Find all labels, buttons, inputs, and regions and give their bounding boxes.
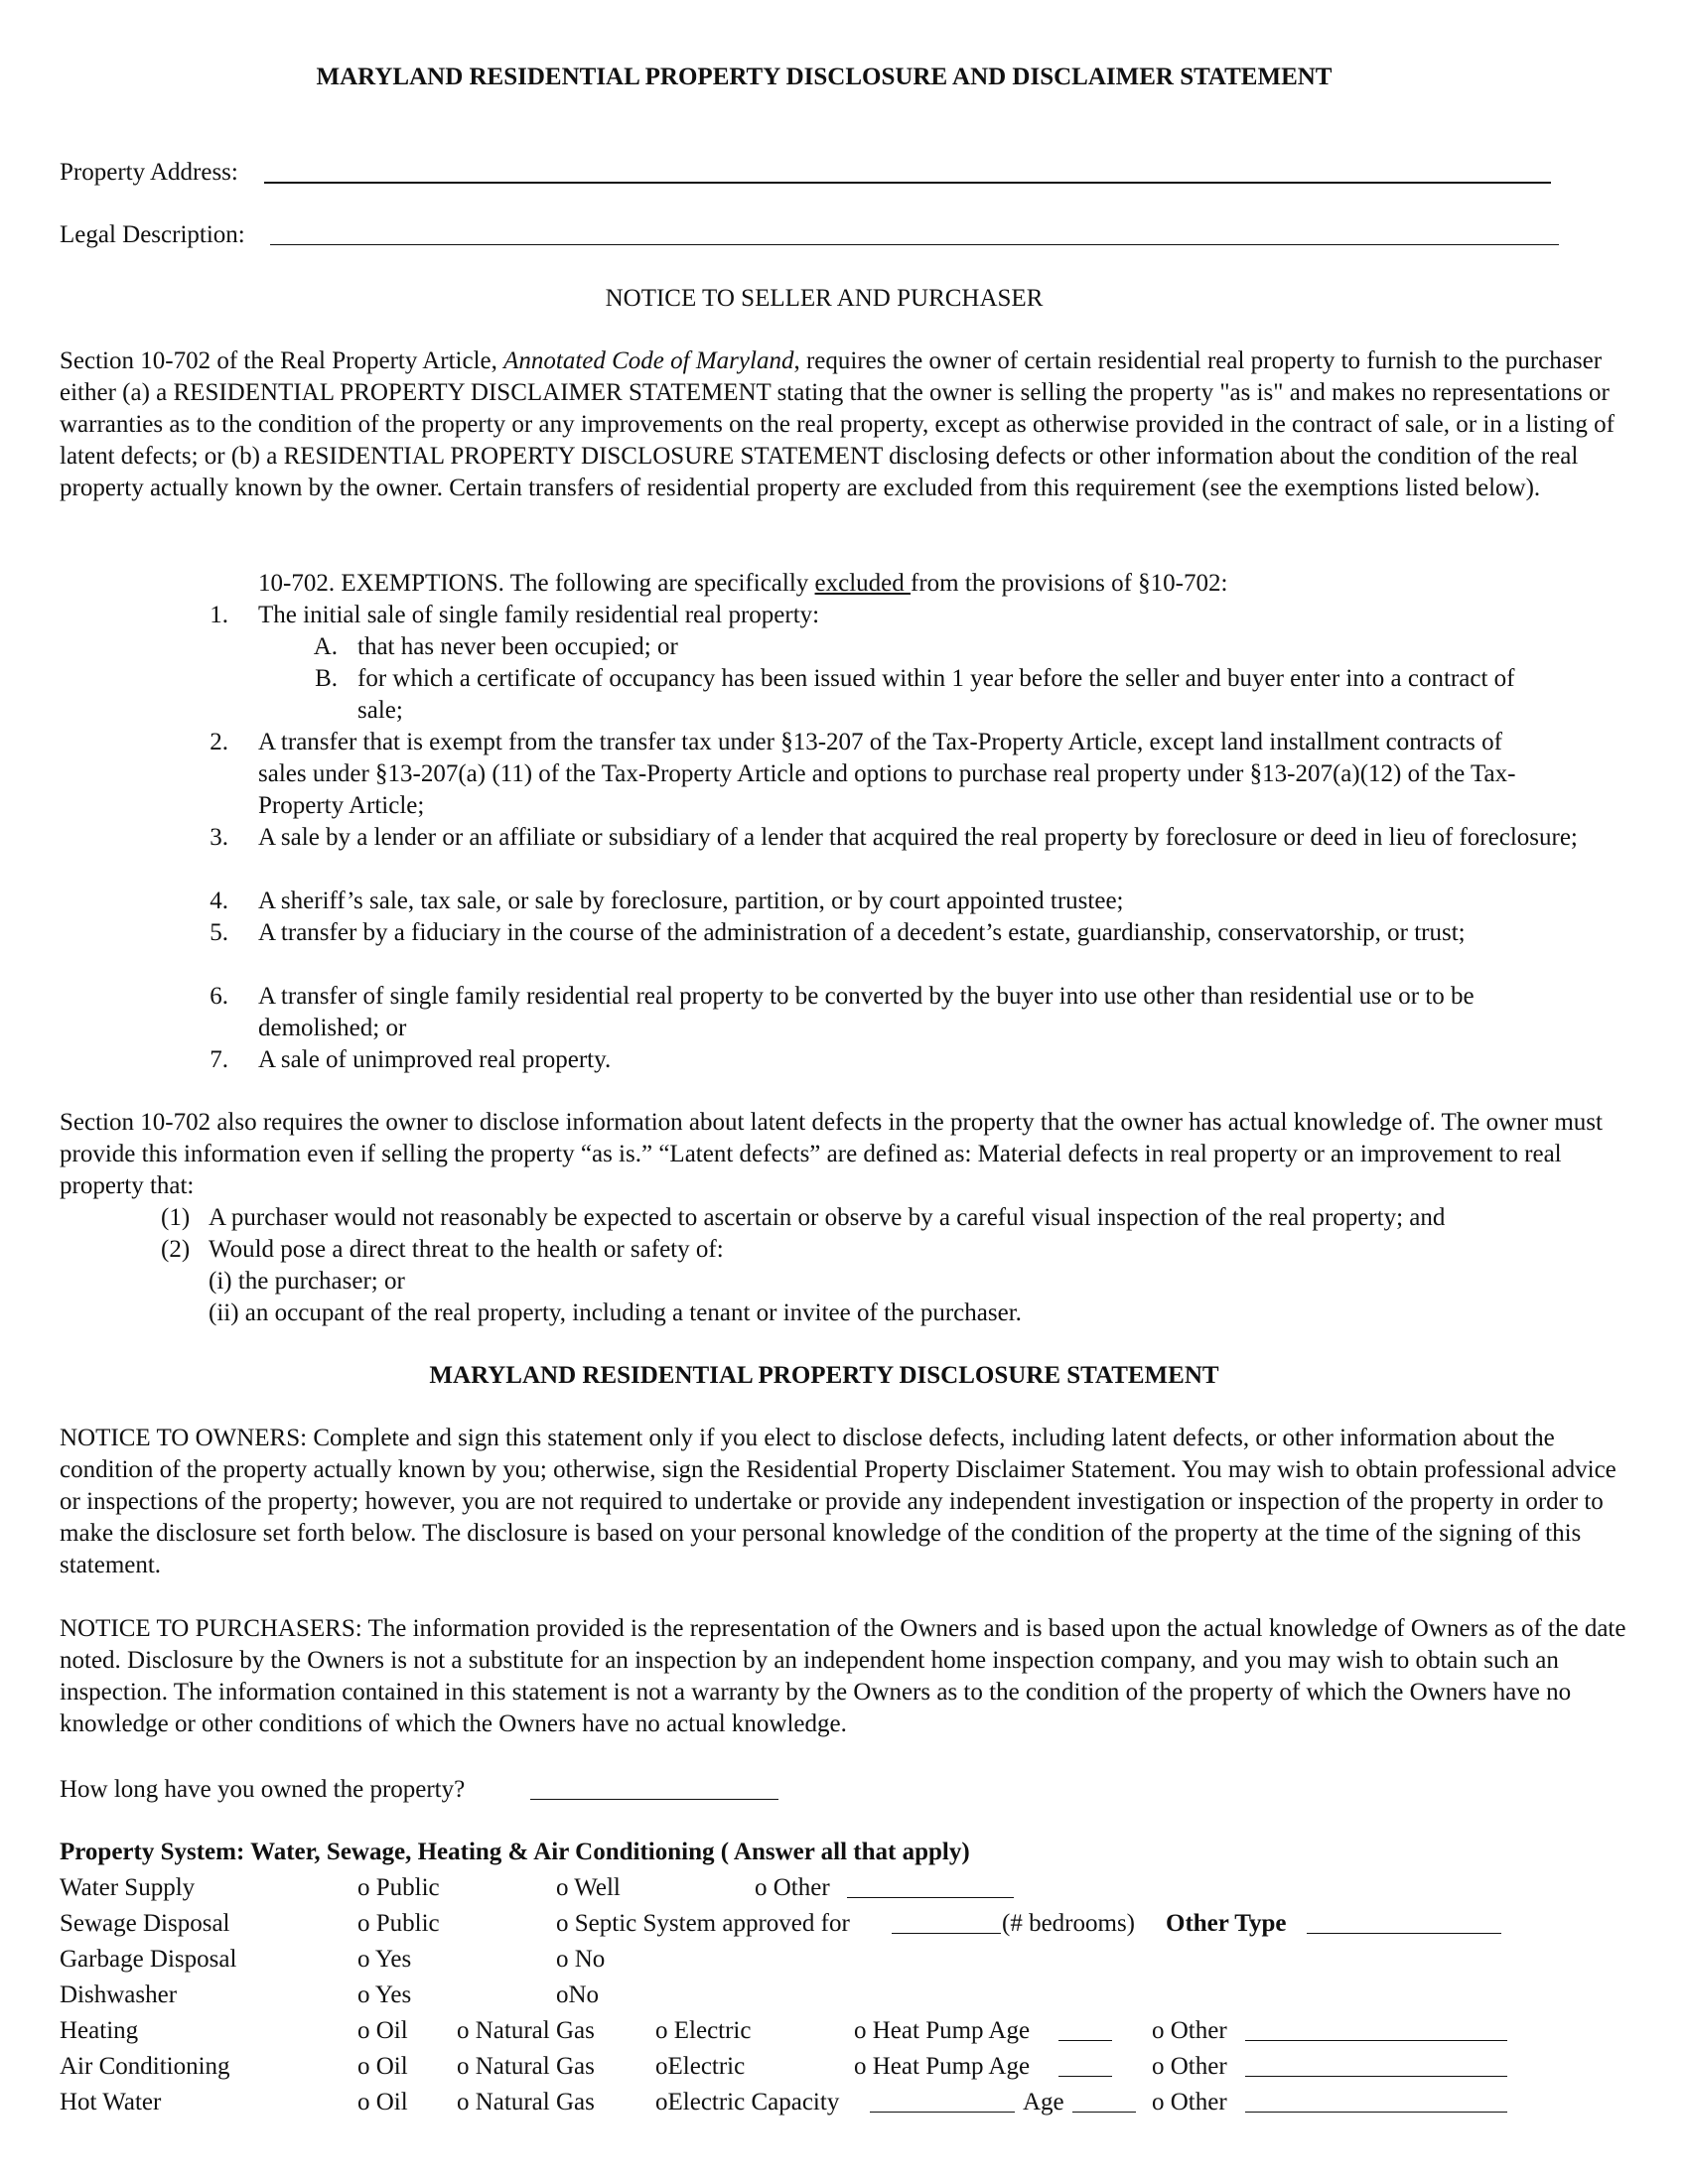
exemption-text: A transfer of single family residential real property to be converted by the buyer into use other than residential use or to be demolished; or: [258, 983, 1475, 1041]
sewage-public-option[interactable]: o Public: [357, 1910, 440, 1937]
exemption-sub-letter: A.: [313, 633, 338, 660]
hotwater-age-field[interactable]: [1072, 2112, 1136, 2113]
exemption-text: A sheriff’s sale, tax sale, or sale by foreclosure, partition, or by court appointed trustee;: [258, 887, 1124, 914]
hotwater-electric-option[interactable]: oElectric Capacity: [655, 2089, 840, 2116]
septic-bedrooms-label: (# bedrooms): [1002, 1910, 1135, 1937]
exemption-text: A sale of unimproved real property.: [258, 1046, 612, 1073]
legal-description-field[interactable]: [270, 244, 1559, 245]
latent-item-text: A purchaser would not reasonably be expected to ascertain or observe by a careful visual inspection of the real property; and: [209, 1204, 1446, 1231]
ac-electric-option[interactable]: oElectric: [655, 2053, 746, 2080]
ownership-duration-label: How long have you owned the property?: [60, 1776, 466, 1803]
property-address-field[interactable]: [264, 182, 1551, 184]
notice-to-purchasers: NOTICE TO PURCHASERS: The information provided is the representation of the Owners and is based upon the actual knowledge of Owners as of the date noted. Disclosure by the Owners is not a substitute for an inspection by an independent home inspection company, and you may wish to obtain such an inspection. The information contained in this statement is not a warranty by the Owners as to the condition of the property of which the Owners have no knowledge or other conditions of which the Owners have no actual knowledge.: [60, 1615, 1626, 1737]
exemption-text: A transfer by a fiduciary in the course of the administration of a decedent’s estate, guardianship, conservatorship, or trust;: [258, 919, 1466, 946]
hotwater-other-option[interactable]: o Other: [1152, 2089, 1227, 2116]
exemption-number: 5.: [210, 919, 228, 946]
air-conditioning-label: Air Conditioning: [60, 2053, 230, 2080]
property-system-heading: Property System: Water, Sewage, Heating & Air Conditioning ( Answer all that apply): [60, 1839, 970, 1865]
exemption-number: 3.: [210, 824, 228, 851]
heating-gas-option[interactable]: o Natural Gas: [457, 2017, 595, 2044]
exemption-number: 2.: [210, 729, 228, 755]
sewage-disposal-label: Sewage Disposal: [60, 1910, 230, 1937]
exemption-sub-letter: B.: [315, 665, 338, 692]
water-supply-label: Water Supply: [60, 1874, 196, 1901]
sewage-other-type-field[interactable]: [1307, 1933, 1501, 1934]
garbage-disposal-label: Garbage Disposal: [60, 1946, 237, 1973]
ac-heatpump-option[interactable]: o Heat Pump Age: [854, 2053, 1031, 2080]
heating-heatpump-option[interactable]: o Heat Pump Age: [854, 2017, 1031, 2044]
exemption-text: A transfer that is exempt from the transfer tax under §13-207 of the Tax-Property Article, except land installment contracts of sales under §13-207(a) (11) of the Tax-Property Article and options to purchase real property under §13-207(a)(12) of the Tax-Property Article;: [258, 729, 1516, 819]
water-other-field[interactable]: [847, 1897, 1014, 1898]
latent-item-number: (2): [161, 1236, 191, 1263]
property-address-label: Property Address:: [60, 159, 238, 186]
ac-other-option[interactable]: o Other: [1152, 2053, 1227, 2080]
heating-electric-option[interactable]: o Electric: [655, 2017, 752, 2044]
hotwater-capacity-field[interactable]: [870, 2112, 1015, 2113]
hot-water-label: Hot Water: [60, 2089, 162, 2116]
hotwater-gas-option[interactable]: o Natural Gas: [457, 2089, 595, 2116]
latent-item-number: (1): [161, 1204, 191, 1231]
exemption-text: The initial sale of single family residential real property:: [258, 602, 820, 628]
garbage-no-option[interactable]: o No: [556, 1946, 606, 1973]
ac-gas-option[interactable]: o Natural Gas: [457, 2053, 595, 2080]
exemption-number: 6.: [210, 983, 228, 1010]
exemption-sub-text: that has never been occupied; or: [357, 633, 678, 660]
heating-oil-option[interactable]: o Oil: [357, 2017, 408, 2044]
garbage-yes-option[interactable]: o Yes: [357, 1946, 412, 1973]
exemption-number: 1.: [210, 602, 228, 628]
intro-paragraph: [60, 345, 1638, 504]
hotwater-other-field[interactable]: [1245, 2112, 1507, 2113]
heating-other-option[interactable]: o Other: [1152, 2017, 1227, 2044]
exemption-text: A sale by a lender or an affiliate or subsidiary of a lender that acquired the real property by foreclosure or deed in lieu of foreclosure;: [258, 824, 1578, 851]
notice-to-owners: NOTICE TO OWNERS: Complete and sign this statement only if you elect to disclose defects, including latent defects, or other information about the condition of the property actually known by you; otherwise, sign the Residential Property Disclaimer Statement. You may wish to obtain professional advice or inspections of the property; however, you are not required to undertake or provide any independent investigation or inspection of the property in order to make the disclosure set forth below. The disclosure is based on your personal knowledge of the condition of the property at the time of the signing of this statement.: [60, 1425, 1617, 1578]
heating-heatpump-age-field[interactable]: [1058, 2040, 1112, 2041]
legal-description-label: Legal Description:: [60, 221, 245, 248]
intro-text-2: , requires the owner of certain residential real property to furnish to the purchaser either (a) a RESIDENTIAL PROPERTY DISCLAIMER STATEMENT stating that the owner is selling the property "as is" and makes no representations or warranties as to the condition of the property or any improvements on the real property, except as otherwise provided in the contract of sale, or in a listing of latent defects; or (b) a RESIDENTIAL PROPERTY DISCLOSURE STATEMENT disclosing defects or other information about the condition of the real property actually known by the owner. Certain transfers of residential property are excluded from this requirement (see the exemptions listed below).: [60, 347, 1615, 501]
hotwater-age-label: Age: [1023, 2089, 1064, 2116]
latent-item-text: Would pose a direct threat to the health or safety of:: [209, 1236, 724, 1263]
water-other-option[interactable]: o Other: [755, 1874, 830, 1901]
hotwater-oil-option[interactable]: o Oil: [357, 2089, 408, 2116]
water-well-option[interactable]: o Well: [556, 1874, 621, 1901]
intro-italic: Annotated Code of Maryland: [503, 347, 794, 374]
dishwasher-no-option[interactable]: oNo: [556, 1981, 600, 2008]
exemptions-excluded: excluded: [814, 570, 912, 597]
heating-other-field[interactable]: [1245, 2040, 1507, 2041]
dishwasher-yes-option[interactable]: o Yes: [357, 1981, 412, 2008]
ac-oil-option[interactable]: o Oil: [357, 2053, 408, 2080]
exemption-sub-text: for which a certificate of occupancy has been issued within 1 year before the seller and buyer enter into a contract of sale;: [357, 665, 1515, 724]
latent-sub-item: (i) the purchaser; or: [209, 1268, 405, 1295]
heating-label: Heating: [60, 2017, 139, 2044]
disclosure-heading: MARYLAND RESIDENTIAL PROPERTY DISCLOSURE STATEMENT: [429, 1362, 1219, 1389]
sewage-other-type-label: Other Type: [1166, 1910, 1287, 1937]
exemptions-lead-end: from the provisions of §10-702:: [911, 570, 1228, 597]
ac-heatpump-age-field[interactable]: [1058, 2076, 1112, 2077]
intro-text-1: Section 10-702 of the Real Property Article,: [60, 347, 504, 374]
ac-other-field[interactable]: [1245, 2076, 1507, 2077]
latent-sub-item: (ii) an occupant of the real property, including a tenant or invitee of the purchaser.: [209, 1299, 1022, 1326]
exemptions-lead: [258, 568, 1227, 600]
sewage-septic-option[interactable]: o Septic System approved for: [556, 1910, 850, 1937]
page-title: MARYLAND RESIDENTIAL PROPERTY DISCLOSURE AND DISCLAIMER STATEMENT: [316, 64, 1333, 90]
ownership-duration-field[interactable]: [530, 1799, 778, 1800]
septic-bedrooms-field[interactable]: [892, 1933, 1001, 1934]
exemption-number: 4.: [210, 887, 228, 914]
dishwasher-label: Dishwasher: [60, 1981, 178, 2008]
latent-defects-paragraph: Section 10-702 also requires the owner to disclose information about latent defects in the property that the owner has actual knowledge of. The owner must provide this information even if selling the property “as is.” “Latent defects” are defined as: Material defects in real property or an improvement to real property that:: [60, 1109, 1603, 1199]
exemption-number: 7.: [210, 1046, 228, 1073]
water-public-option[interactable]: o Public: [357, 1874, 440, 1901]
exemptions-lead-text: 10-702. EXEMPTIONS. The following are specifically: [258, 570, 815, 597]
notice-heading: NOTICE TO SELLER AND PURCHASER: [605, 285, 1044, 312]
